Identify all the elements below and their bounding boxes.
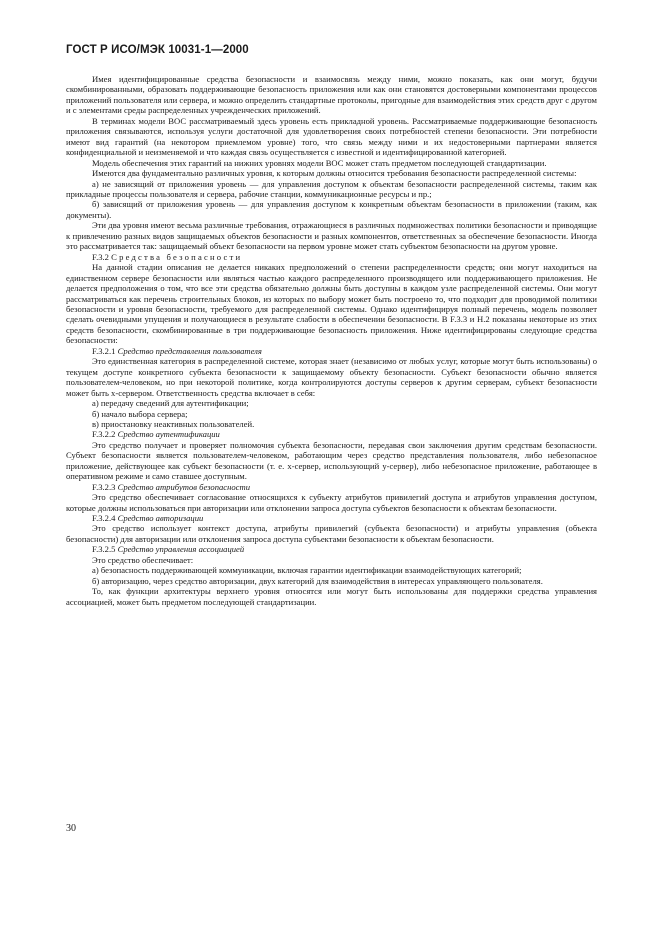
subsection-title: Средство аутентификации <box>117 429 220 440</box>
subsection-number: F.3.2.4 <box>92 513 116 524</box>
list-item: а) не зависящий от приложения уровень — для управления доступом к объектам безопасности распределенной системы, таким как прикладные процессы пользователя и сервера, рабочие станции, коммуникационные ресурсы и пр.; <box>66 178 597 199</box>
section-title: Средства безопасности <box>111 251 243 262</box>
list-item: б) начало выбора сервера; <box>92 408 188 419</box>
paragraph: В терминах модели ВОС рассматриваемый здесь уровень есть прикладной уровень. Рассматриваемые поддерживающие безопасность приложения связываются, используя услуги достаточной для удовлетворения своих потребностей степени безопасности. Эти потребности имеют вид гарантий (на некотором приемлемом уровне) того, что связь между ними и их недостоверными партнерами является конфиденциальной и неизменяемой и что каждая связь осуществляется с известной и идентифицированной категорией. <box>66 115 597 158</box>
subsection-heading-f324 <box>66 513 597 523</box>
list-item: б) авторизацию, через средство авторизации, двух категорий для взаимодействия в интересах управляющего пользователя. <box>92 575 543 586</box>
subsection-heading-f321 <box>66 346 597 356</box>
subsection-heading-f322 <box>66 429 597 439</box>
subsection-title: Средство управления ассоциацией <box>117 544 245 555</box>
subsection-title: Средство атрибутов безопасности <box>117 481 250 492</box>
paragraph: Это средство обеспечивает: <box>92 554 194 565</box>
list-item: б) зависящий от приложения уровень — для управления доступом к конкретным объектам безопасности в приложении (таким, как документы). <box>66 199 597 220</box>
page-number: 30 <box>66 823 76 834</box>
paragraph: То, как функции архитектуры верхнего уровня относятся или могут быть использованы для поддержки средства управления ассоциацией, может быть предметом последующей стандартизации. <box>66 586 597 607</box>
paragraph: На данной стадии описания не делается никаких предположений о степени распределенности средств; они могут находиться на единственном сервере безопасности или являться частью каждого распределенного производящего или поддерживающего приложения. Не делается предположения о том, что все эти средства обязательно должны быть доступны в каждом узле распределенной системы. Они могут рассматриваться как перечень строительных блоков, из которых по выбору может быть построено то, что подходит для проводимой политики безопасности и уровня безопасности, требуемого для распределенной системы. Однако идентифицируя полный перечень, модель позволяет сделать очевидными упущения и получающиеся в результате слабости в обеспечении безопасности. В F.3.3 и Н.2 показаны некоторые из этих средств безопасности, скомбинированные в три поддерживающие безопасность приложения. Ниже идентифицированы следующие средства безопасности: <box>66 262 597 346</box>
document-body <box>66 74 597 607</box>
subsection-heading-f325 <box>66 544 597 554</box>
paragraph: Это единственная категория в распределенной системе, которая знает (независимо от любых услуг, которые могут быть использованы) о текущем доступе конкретного субъекта безопасности к защищаемому объекту безопасности. Субъект безопасности обычно является пользователем-человеком, но при некоторой политике, когда контролируются доступы серверов к другим серверам, субъект безопасности может быть x-сервером. Ответственность средства включает в себя: <box>66 356 597 398</box>
paragraph: Эти два уровня имеют весьма различные требования, отражающиеся в различных подмножествах политики безопасности и приводящие к привлечению разных видов защищаемых объектов безопасности и разных компонентов, ответственных за обеспечение безопасности. Иногда это рассматривается так: защищаемый объект безопасности на первом уровне может стать субъектом безопасности на другом уровне. <box>66 220 597 252</box>
list-item: а) передачу сведений для аутентификации; <box>92 398 249 409</box>
section-number: F.3.2 <box>92 251 109 262</box>
subsection-number: F.3.2.5 <box>92 544 116 555</box>
paragraph: Это средство использует контекст доступа, атрибуты привилегий (субъекта безопасности) и атрибуты управления (объекта безопасности) для авторизации или отклонения запроса доступа субъектами безопасности к объектам безопасности. <box>66 523 597 544</box>
subsection-title: Средство авторизации <box>117 513 204 524</box>
section-heading-f32 <box>66 252 597 262</box>
subsection-title: Средство представления пользователя <box>117 345 262 356</box>
list-item: а) безопасность поддерживающей коммуникации, включая гарантии идентификации взаимодействующих категорий; <box>92 565 522 576</box>
paragraph: Это средство получает и проверяет полномочия субъекта безопасности, передавая свои заключения другим средствам безопасности. Субъект безопасности является пользователем-человеком, работающим через средство представления пользователя, либо небезопасное приложение, действующее как субъект безопасности (т. е. x-сервер, использующий y-сервер), либо небезопасное приложение, работающее в оперативном режиме и само ставшее доступным. <box>66 439 597 482</box>
subsection-number: F.3.2.1 <box>92 345 116 356</box>
document-header: ГОСТ Р ИСО/МЭК 10031-1—2000 <box>66 44 249 56</box>
subsection-number: F.3.2.3 <box>92 481 116 492</box>
paragraph: Это средство обеспечивает согласование относящихся к субъекту атрибутов привилегий доступа и атрибутов управления доступом, которые должны использоваться при авторизации или отклонении запроса доступа субъектов безопасности к объектам безопасности. <box>66 492 597 513</box>
list-item: в) приостановку неактивных пользователей. <box>92 418 255 429</box>
paragraph: Имея идентифицированные средства безопасности и взаимосвязь между ними, можно показать, как они могут, будучи скомбинированными, образовать поддерживающие безопасность приложения или как они становятся достоверными компонентами процессов приложений пользователя или сервера, и можно определить стандартные протоколы, пригодные для взаимодействия этих средств друг с другом и с элементами среды распределенных учрежденческих приложений. <box>66 74 597 116</box>
paragraph: Модель обеспечения этих гарантий на нижних уровнях модели ВОС может стать предметом последующей стандартизации. <box>92 157 547 168</box>
paragraph: Имеются два фундаментально различных уровня, к которым должны относится требования безопасности распределенной системы: <box>92 168 577 179</box>
subsection-heading-f323 <box>66 482 597 492</box>
subsection-number: F.3.2.2 <box>92 429 116 440</box>
